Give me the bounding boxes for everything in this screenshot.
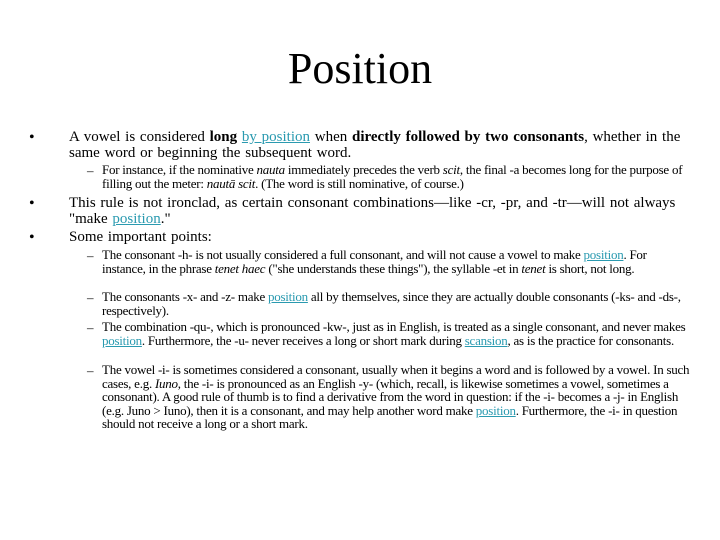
- bullet-text-not-ironclad: This rule is not ironclad, as certain consonant combinations—like -cr, -pr, and -tr—will not always "make position.": [69, 195, 676, 227]
- dash-marker: –: [87, 320, 94, 335]
- bullet-text-long-by-position: A vowel is considered long by position when directly followed by two consonants, whether in the same word or beginning the subsequent word.: [69, 129, 681, 161]
- subbullet-text-x-and-z: The consonants -x- and -z- make position all by themselves, since they are actually double consonants (-ks- and -ds-, respectively).: [102, 289, 681, 318]
- subbullet-text-consonant-h: The consonant -h- is not usually considered a full consonant, and will not cause a vowel to make position. For instance, in the phrase tenet haec ("she understands these things"), the syllable -et in tenet is short, not long.: [102, 247, 647, 276]
- dash-marker: –: [87, 163, 94, 178]
- bullet-marker: •: [29, 195, 35, 212]
- bullet-marker: •: [29, 129, 35, 146]
- position-link[interactable]: position: [102, 332, 142, 348]
- position-link[interactable]: position: [583, 247, 624, 262]
- position-link[interactable]: position: [112, 211, 161, 227]
- scansion-link[interactable]: scansion: [464, 332, 508, 348]
- subbullet-text-nauta: For instance, if the nominative nauta immediately precedes the verb scit, the final -a becomes long for the purpose of filling out the meter: nautā scit. (The word is still nominative, of course.): [102, 162, 683, 191]
- bullet-marker: •: [29, 229, 35, 246]
- subbullet-text-qu: The combination -qu-, which is pronounced -kw-, just as in English, is treated as a single consonant, and never makes position. Furthermore, the -u- never receives a long or short mark during scansion, as is the practice for consonants.: [102, 319, 686, 348]
- dash-marker: –: [87, 290, 94, 305]
- position-link[interactable]: position: [268, 289, 308, 304]
- subbullet-text-vowel-i: The vowel -i- is sometimes considered a consonant, usually when it begins a word and is followed by a vowel. In such cases, e.g. Iuno, the -i- is pronounced as an English -y- (which, recall, is likewise sometimes a vowel, sometimes a consonant). A good rule of thumb is to find a derivative from the word in question: if the -i- becomes a -j- in English (e.g. Juno > Iuno), then it is a consonant, and may help another word make position. Furthermore, the -i- in question should not receive a long or a short mark.: [102, 362, 690, 431]
- position-link[interactable]: position: [475, 402, 516, 418]
- dash-marker: –: [87, 363, 94, 378]
- dash-marker: –: [87, 248, 94, 263]
- slide-title: Position: [287, 44, 433, 93]
- position-link[interactable]: by position: [241, 129, 310, 145]
- bullet-text-important-points: Some important points:: [69, 229, 212, 245]
